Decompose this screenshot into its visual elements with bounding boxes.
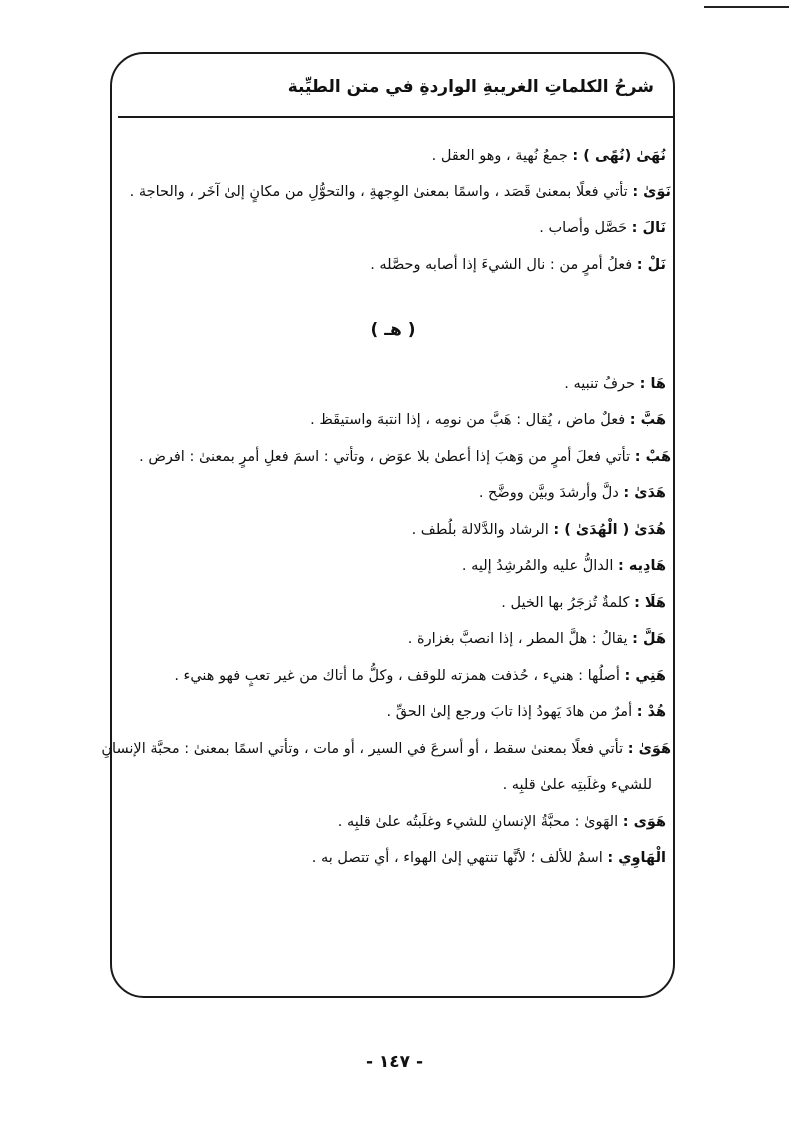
entry-hawa-verb: هَوَىٰ : تأتي فعلًا بمعنىٰ سقط ، أو أسرعَ في السير ، أو مات ، وتأتي اسمًا بمعنىٰ : محبَّة الإنسانِ: [101, 741, 671, 757]
header-rule: [118, 116, 674, 118]
page-number: - ١٤٧ -: [365, 1052, 424, 1072]
running-title-text: شرحُ الكلماتِ الغريبةِ الواردةِ في متن الطيِّبة: [287, 77, 654, 97]
entry-habba: هَبَّ : فعلٌ ماض ، يُقال : هَبَّ من نومِه ، إذا انتبهَ واستيقَظ .: [310, 412, 666, 428]
section-heading-ha: ( هـ ): [370, 320, 416, 340]
entry-haa: هَا : حرفُ تنبيه .: [564, 376, 666, 392]
entry-hadih: هَادِيه : الدالُّ عليه والمُرشِدُ إليه .: [461, 558, 666, 574]
entry-hud: هُدْ : أمرٌ من هادَ يَهودُ إذا تابَ ورجع إلىٰ الحقِّ .: [386, 704, 666, 720]
entry-hawa-verb-continuation: للشيء وغلَبتِه علىٰ قلبِه .: [502, 777, 652, 793]
top-edge-rule: [704, 6, 789, 8]
entry-hala: هَلَا : كلمةٌ تُزجَرُ بها الخيل .: [501, 595, 666, 611]
entry-nawa: نَوَىٰ : تأتي فعلًا بمعنىٰ قَصَد ، واسمًا بمعنىٰ الوِجهةِ ، والتحوُّلِ من مكانٍ إلىٰ آخَر ، والحاجة .: [129, 184, 671, 200]
entry-huda: هُدَىٰ ( الْهُدَىٰ ) : الرشاد والدَّلالة بلُطف .: [411, 522, 666, 538]
entry-halla: هَلَّ : يقالُ : هلَّ المطر ، إذا انصبَّ بغزارة .: [407, 631, 666, 647]
entry-nal: نَلْ : فعلُ أمرٍ من : نال الشيءَ إذا أصابه وحصَّله .: [370, 257, 666, 273]
entry-alhawi: الْهَاوِي : اسمٌ للألف ؛ لأنَّها تنتهي إلىٰ الهواء ، أي تتصل به .: [311, 850, 666, 866]
entry-hada: هَدَىٰ : دلَّ وأرشدَ وبيَّن ووضَّح .: [478, 485, 666, 501]
entry-nuha: نُهَىٰ (نُهًى ) : جمعُ نُهية ، وهو العقل .: [431, 148, 666, 164]
entry-hab: هَبْ : تأتي فعلَ أمرٍ من وَهبَ إذا أعطىٰ بلا عوَض ، وتأتي : اسمَ فعلِ أمرٍ بمعنىٰ : افرض .: [139, 449, 671, 465]
entry-naala: نَالَ : حَصَّل وأصاب .: [539, 220, 666, 236]
entry-hawa-noun: هَوَى : الهَوىٰ : محبَّةُ الإنسانِ للشيء وغلَبتُه علىٰ قلبِه .: [337, 814, 666, 830]
entry-hani: هَنِي : أصلُها : هنيء ، حُذفت همزته للوقف ، وكلُّ ما أتاك من غير تعبٍ فهو هنيء .: [174, 668, 666, 684]
